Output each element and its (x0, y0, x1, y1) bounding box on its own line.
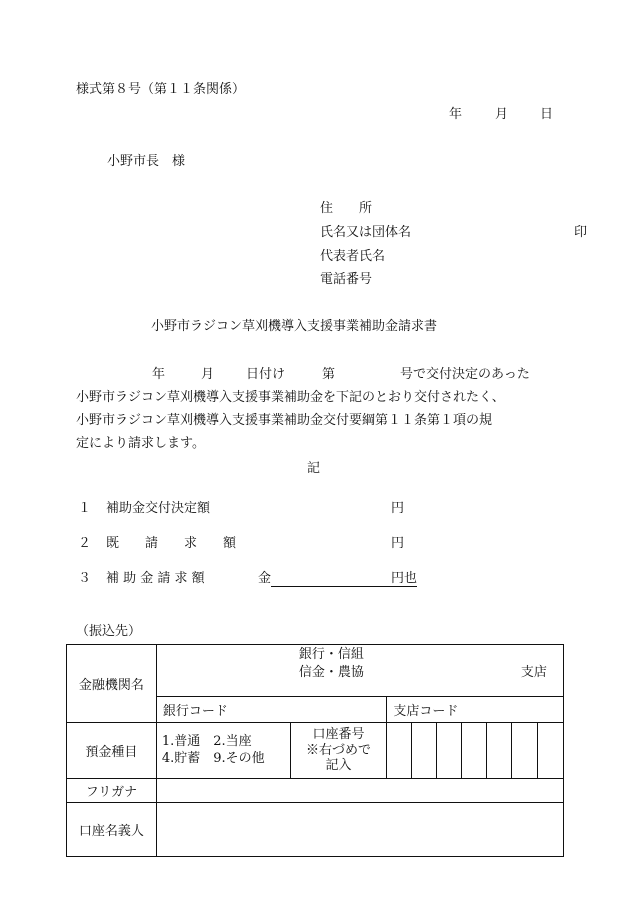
bank-types-2: 信金・農協 (298, 665, 364, 680)
date-year: 年 (449, 107, 463, 122)
seal-mark: 印 (574, 225, 588, 240)
item-3-amount-line (271, 586, 391, 587)
bank-account-table (66, 644, 564, 857)
item-3-prefix: 金 (258, 571, 272, 586)
deposit-options-1: 1.普通 2.当座 (161, 733, 252, 749)
deposit-type-options-cell[interactable] (156, 723, 290, 779)
account-digit-7[interactable] (537, 723, 563, 779)
applicant-address-label: 住 所 (320, 201, 373, 216)
deposit-options-2: 4.貯蓄 9.その他 (161, 750, 265, 766)
addressee: 小野市長 様 (107, 154, 186, 169)
deposit-type-label: 預金種目 (85, 745, 138, 760)
item-2-unit: 円 (391, 536, 405, 551)
institution-label-cell (67, 645, 157, 723)
ki-mark: 記 (307, 461, 321, 476)
body-line3: 小野市ラジコン草刈機導入支援事業補助金交付要綱第１１条第１項の規 (76, 413, 493, 428)
deposit-type-label-cell (67, 723, 157, 779)
account-digit-3[interactable] (437, 723, 462, 779)
item-1-unit: 円 (391, 501, 405, 516)
item-3-label: 補 助 金 請 求 額 (106, 571, 205, 586)
account-number-note-2: 記入 (325, 758, 352, 774)
item-1-label: 補助金交付決定額 (106, 501, 211, 516)
item-2-label: 既 請 求 額 (106, 536, 237, 551)
account-digit-4[interactable] (462, 723, 487, 779)
account-number-note: ※右づめで (305, 742, 371, 758)
date-day: 日 (540, 107, 554, 122)
body-day: 日付け (246, 367, 286, 382)
body-year: 年 (152, 367, 166, 382)
date-month: 月 (495, 107, 509, 122)
account-digit-5[interactable] (487, 723, 512, 779)
branch-code-label: 支店コード (393, 704, 459, 719)
body-line2: 小野市ラジコン草刈機導入支援事業補助金を下記のとおり交付されたく、 (76, 390, 505, 405)
account-holder-value-cell[interactable] (156, 803, 563, 857)
body-line4: 定により請求します。 (76, 436, 205, 451)
furigana-label-cell (67, 779, 157, 803)
body-number-prefix: 第 (322, 367, 336, 382)
account-holder-label-cell (67, 803, 157, 857)
branch-code-cell[interactable] (387, 697, 564, 723)
body-line1-rest: 号で交付決定のあった (400, 367, 530, 382)
document-title: 小野市ラジコン草刈機導入支援事業補助金請求書 (151, 319, 438, 334)
phone-label: 電話番号 (320, 272, 373, 287)
institution-label: 金融機関名 (78, 678, 144, 693)
item-1-number: １ (78, 501, 92, 516)
form-number: 様式第８号（第１１条関係） (76, 82, 246, 97)
item-3-unit: 円也 (391, 571, 418, 586)
account-number-label: 口座番号 (312, 727, 365, 743)
bank-code-cell[interactable] (156, 697, 387, 723)
transfer-label: （振込先） (76, 624, 142, 639)
account-digit-1[interactable] (387, 723, 412, 779)
account-number-label-cell (290, 723, 387, 779)
branch-label: 支店 (520, 665, 547, 680)
bank-code-label: 銀行コード (162, 704, 228, 719)
furigana-label: フリガナ (85, 785, 138, 800)
furigana-value-cell[interactable] (156, 779, 563, 803)
account-holder-label: 口座名義人 (78, 824, 144, 839)
body-month: 月 (201, 367, 215, 382)
account-digit-6[interactable] (512, 723, 538, 779)
item-2-number: ２ (78, 536, 92, 551)
applicant-name-label: 氏名又は団体名 (320, 225, 412, 240)
bank-types-1: 銀行・信組 (298, 647, 364, 662)
representative-label: 代表者氏名 (320, 249, 386, 264)
item-3-number: ３ (78, 571, 92, 586)
account-digit-2[interactable] (412, 723, 437, 779)
institution-name-cell[interactable] (156, 645, 563, 697)
